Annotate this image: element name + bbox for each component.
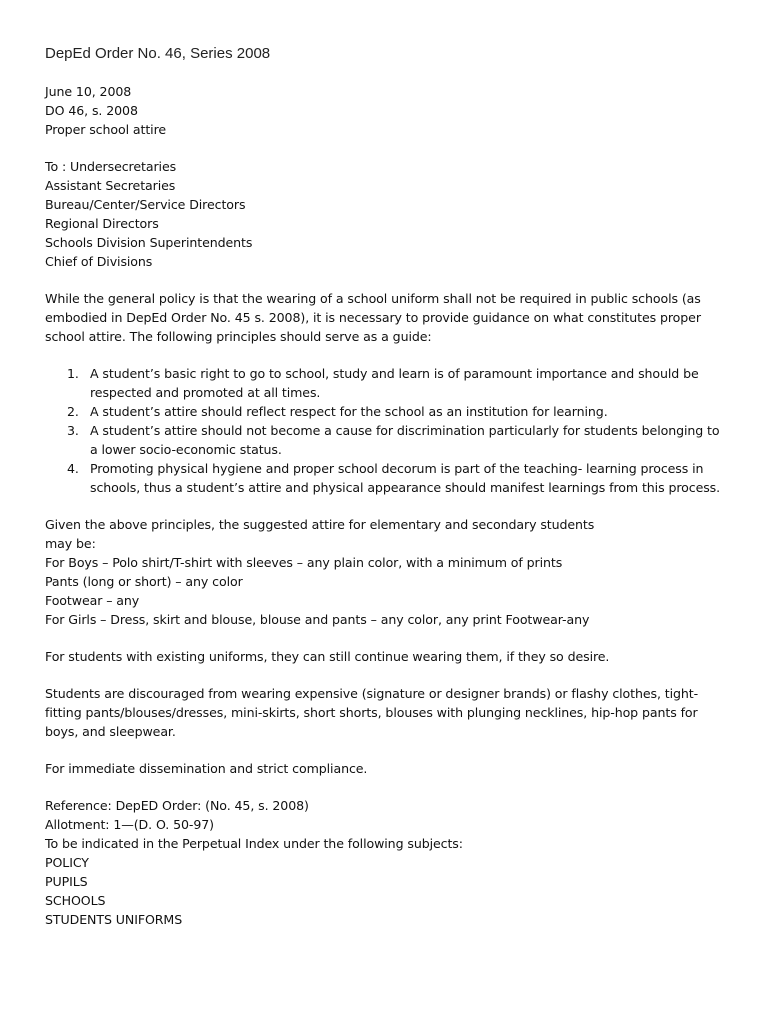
- attire-girls-line: For Girls – Dress, skirt and blouse, blouse and pants – any color, any print Footwear-any: [45, 612, 590, 627]
- principle-line: A student’s attire should reflect respect for the school as an institution for learning.: [90, 404, 608, 419]
- recipient-line: Assistant Secretaries: [45, 178, 176, 193]
- principle-line: Promoting physical hygiene and proper school decorum is part of the teaching- learning process in: [90, 461, 704, 476]
- existing-uniforms-paragraph: [45, 647, 725, 666]
- intro-line: school attire. The following principles should serve as a guide:: [45, 329, 432, 344]
- principle-line: A student’s attire should not become a cause for discrimination particularly for students belonging to: [90, 423, 720, 438]
- attire-line: may be:: [45, 536, 96, 551]
- principle-item: [45, 459, 725, 497]
- principle-line: respected and promoted at all times.: [90, 385, 321, 400]
- attire-boys-line: For Boys – Polo shirt/T-shirt with sleeves – any plain color, with a minimum of prints: [45, 555, 563, 570]
- discouraged-line: fitting pants/blouses/dresses, mini-skirts, short shorts, blouses with plunging necklines, hip-hop pants for: [45, 705, 698, 720]
- perpetual-index-line: To be indicated in the Perpetual Index under the following subjects:: [45, 836, 463, 851]
- principle-line: a lower socio-economic status.: [90, 442, 282, 457]
- order-date: June 10, 2008: [45, 84, 132, 99]
- index-subject: STUDENTS UNIFORMS: [45, 912, 183, 927]
- document-title: DepEd Order No. 46, Series 2008: [45, 45, 271, 62]
- document-page: [45, 44, 725, 929]
- principle-number: 4.: [67, 461, 79, 476]
- order-reference: DO 46, s. 2008: [45, 103, 138, 118]
- principle-item: [45, 402, 725, 421]
- principle-number: 3.: [67, 423, 79, 438]
- intro-line: While the general policy is that the wearing of a school uniform shall not be required in public schools (as: [45, 291, 701, 306]
- allotment-line: Allotment: 1—(D. O. 50-97): [45, 817, 214, 832]
- order-meta: [45, 82, 725, 139]
- order-subject: Proper school attire: [45, 122, 167, 137]
- index-subject: PUPILS: [45, 874, 88, 889]
- principle-line: schools, thus a student’s attire and physical appearance should manifest learnings from this process.: [90, 480, 721, 495]
- dissemination-line: For immediate dissemination and strict compliance.: [45, 761, 368, 776]
- index-subject: POLICY: [45, 855, 89, 870]
- principle-item: [45, 421, 725, 459]
- attire-guidelines: [45, 515, 725, 629]
- recipient-line: To : Undersecretaries: [45, 159, 177, 174]
- reference-line: Reference: DepED Order: (No. 45, s. 2008): [45, 798, 309, 813]
- reference-section: [45, 796, 725, 929]
- intro-line: embodied in DepEd Order No. 45 s. 2008), it is necessary to provide guidance on what constitutes proper: [45, 310, 701, 325]
- intro-paragraph: [45, 289, 725, 346]
- discouraged-line: boys, and sleepwear.: [45, 724, 176, 739]
- principles-list: [45, 364, 725, 497]
- recipient-line: Regional Directors: [45, 216, 159, 231]
- dissemination-paragraph: [45, 759, 725, 778]
- principle-number: 2.: [67, 404, 79, 419]
- index-subject: SCHOOLS: [45, 893, 106, 908]
- principle-item: [45, 364, 725, 402]
- discouraged-paragraph: [45, 684, 725, 741]
- recipient-list: [45, 157, 725, 271]
- discouraged-line: Students are discouraged from wearing expensive (signature or designer brands) or flashy clothes, tight-: [45, 686, 699, 701]
- recipient-line: Bureau/Center/Service Directors: [45, 197, 246, 212]
- principle-number: 1.: [67, 366, 79, 381]
- recipient-line: Chief of Divisions: [45, 254, 153, 269]
- attire-line: Given the above principles, the suggested attire for elementary and secondary students: [45, 517, 595, 532]
- attire-pants-line: Pants (long or short) – any color: [45, 574, 243, 589]
- principle-line: A student’s basic right to go to school, study and learn is of paramount importance and should be: [90, 366, 699, 381]
- attire-footwear-line: Footwear – any: [45, 593, 140, 608]
- existing-uniforms-line: For students with existing uniforms, they can still continue wearing them, if they so desire.: [45, 649, 610, 664]
- recipient-line: Schools Division Superintendents: [45, 235, 253, 250]
